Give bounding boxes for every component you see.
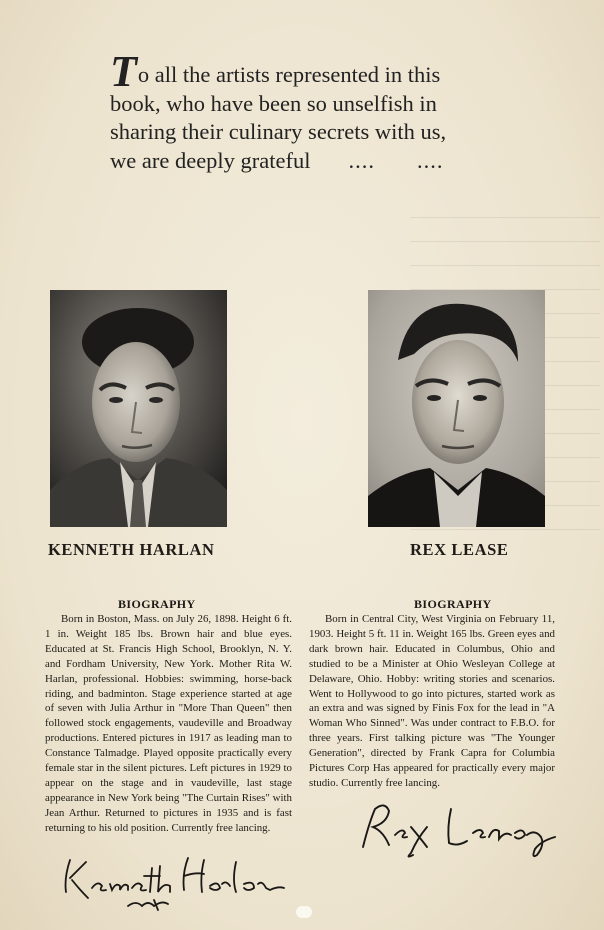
page-mark [296, 906, 312, 918]
right-biography-heading: BIOGRAPHY [414, 597, 492, 611]
dedication-line-3: sharing their culinary secrets with us, [110, 119, 447, 144]
drop-cap: T [110, 47, 137, 96]
rex-lease-portrait [368, 290, 545, 527]
right-biography-text: Born in Central City, West Virginia on February 11, 1903. Height 5 ft. 11 in. Weight 165 lbs. Green eyes and dark brown hair. Educated in Columbus, Ohio and studied to be a Minister at Ohio Wesleyan College at Delaware, Ohio. Hobby: writing stories and scenarios. Went to Hollywood to go into pictures, started work as an extra and was signed by Finis Fox for the lead in "A Woman Who Sinned". Was under contract to F.B.O. for three years. First talking picture was "The Younger Generation", directed by Frank Capra for Columbia Pictures Corp Has appeared for practically every major studio. Currently free lancing. [309, 613, 555, 789]
dedication-line-2: book, who have been so unselfish in [110, 90, 437, 116]
ellipsis-2: .... [417, 147, 444, 173]
dedication-line-1: o all the artists represented in this [137, 62, 441, 87]
dedication-line-4 [110, 147, 530, 176]
left-name: KENNETH HARLAN [48, 540, 215, 559]
kenneth-harlan-portrait [50, 290, 227, 527]
rex-lease-signature [355, 797, 565, 867]
dedication-text [110, 47, 530, 175]
left-biography-heading: BIOGRAPHY [118, 597, 196, 611]
dedication-line-4-text: we are deeply grateful [110, 147, 311, 173]
left-biography-text: Born in Boston, Mass. on July 26, 1898. Height 6 ft. 1 in. Weight 185 lbs. Brown hair and blue eyes. Educated at St. Francis High School, Brooklyn, N. Y. and Fordham University, New York. Mother Rita W. Harlan, professional. Hobbies: swimming, horse-back riding, and badminton. Stage experience started at age of seven with Julia Arthur in "More Than Queen" then followed stock engagements, vaudeville and Broadway productions. Entered pictures in 1917 as leading man to Constance Talmadge. Played opposite practically every female star in the silent pictures. Left pictures in 1929 to appear on the stage and in vaudeville, last stage appearance in New York being "The Curtain Rises" with Jean Arthur. Returned to pictures in 1935 and is fast returning to his old position. Currently free lancing. [45, 613, 292, 834]
ellipsis-1: .... [348, 147, 376, 173]
right-name: REX LEASE [410, 540, 509, 559]
kenneth-harlan-signature [58, 850, 298, 920]
